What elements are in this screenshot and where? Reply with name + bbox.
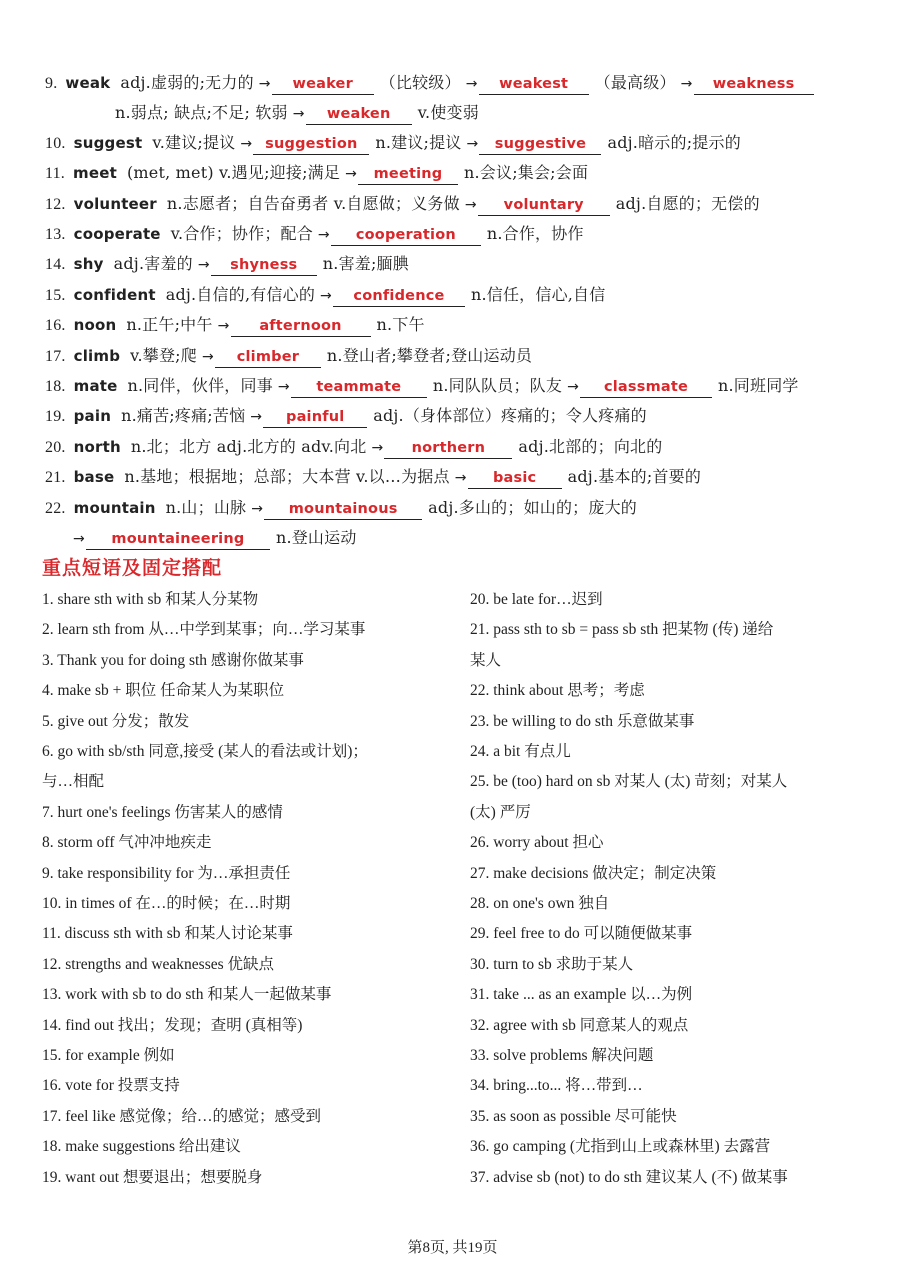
section-title: 重点短语及固定搭配 xyxy=(42,557,223,579)
vocab-headword: suggest xyxy=(73,134,143,152)
answer-blank: meeting xyxy=(358,164,458,185)
vocab-headword: volunteer xyxy=(73,195,157,213)
phrase-item: 20. be late for…迟到 xyxy=(470,591,603,608)
vocab-number: 10. xyxy=(45,135,66,152)
arrow-icon: → xyxy=(217,318,230,334)
arrow-icon: → xyxy=(466,136,479,152)
vocab-number: 14. xyxy=(45,256,66,273)
phrase-item: 28. on one's own 独自 xyxy=(470,895,610,912)
arrow-icon: → xyxy=(345,166,357,182)
vocab-number: 20. xyxy=(45,439,66,456)
phrase-item: 32. agree with sb 同意某人的观点 xyxy=(470,1016,689,1034)
phrase-item: 24. a bit 有点儿 xyxy=(470,743,571,760)
vocab-headword: weak xyxy=(65,74,111,92)
phrase-item: 35. as soon as possible 尽可能快 xyxy=(470,1107,677,1125)
vocab-item-v17 xyxy=(0,341,905,371)
definition-text: n.正午;中午 xyxy=(126,315,213,334)
answer-blank: weaken xyxy=(306,104,412,125)
phrase-item: 22. think about 思考；考虑 xyxy=(470,682,645,700)
definition-text: n.山；山脉 xyxy=(165,498,247,517)
vocab-headword: north xyxy=(73,438,121,456)
definition-text: (met, met) v.遇见;迎接;满足 xyxy=(126,163,341,182)
phrase-item: 34. bring...to... 将…带到… xyxy=(470,1077,643,1095)
phrase-item: 29. feel free to do 可以随便做某事 xyxy=(470,925,693,943)
vocab-headword: climb xyxy=(73,347,121,365)
vocab-item-v12 xyxy=(0,189,905,219)
phrase-item: 30. turn to sb 求助于某人 xyxy=(470,955,634,973)
arrow-icon: → xyxy=(465,76,478,92)
answer-blank: weakness xyxy=(694,74,814,95)
phrase-item: 12. strengths and weaknesses 优缺点 xyxy=(42,955,275,973)
phrase-item: (太) 严厉 xyxy=(470,803,531,821)
arrow-icon: → xyxy=(201,349,214,365)
definition-text: v.合作；协作；配合 xyxy=(170,224,313,243)
phrase-item: 19. want out 想要退出；想要脱身 xyxy=(42,1168,263,1186)
vocab-item-v13 xyxy=(0,219,905,249)
phrase-item: 26. worry about 担心 xyxy=(470,834,604,852)
phrase-item: 7. hurt one's feelings 伤害某人的感情 xyxy=(42,803,283,821)
definition-text: adj.暗示的;提示的 xyxy=(607,133,741,152)
definition-text: n.下午 xyxy=(376,315,425,334)
arrow-icon: → xyxy=(371,440,384,456)
phrase-item: 4. make sb + 职位 任命某人为某职位 xyxy=(42,682,285,700)
vocab-number: 15. xyxy=(45,287,66,304)
phrase-item: 27. make decisions 做决定；制定决策 xyxy=(470,864,717,882)
arrow-icon: → xyxy=(277,379,290,395)
definition-text: v.建议;提议 xyxy=(152,133,236,152)
phrase-item: 5. give out 分发；散发 xyxy=(42,712,190,730)
answer-blank: basic xyxy=(468,468,562,489)
definition-text: n.同伴，伙伴，同事 xyxy=(127,376,273,395)
phrase-item: 13. work with sb to do sth 和某人一起做某事 xyxy=(42,986,332,1004)
arrow-icon: → xyxy=(454,470,467,486)
definition-text: adj.害羞的 xyxy=(113,254,193,273)
vocab-item-v22b xyxy=(0,523,905,553)
vocab-item-v14 xyxy=(0,249,905,279)
answer-blank: teammate xyxy=(291,377,427,398)
phrase-item: 25. be (too) hard on sb 对某人 (太) 苛刻；对某人 xyxy=(470,773,788,791)
phrase-item: 21. pass sth to sb = pass sb sth 把某物 (传) 递给 xyxy=(470,621,774,639)
answer-blank: voluntary xyxy=(478,195,610,216)
arrow-icon: → xyxy=(317,227,330,243)
answer-blank: confidence xyxy=(333,286,465,307)
definition-text: adj.（身体部位）疼痛的；令人疼痛的 xyxy=(373,406,647,425)
answer-blank: shyness xyxy=(211,255,317,276)
phrase-item: 23. be willing to do sth 乐意做某事 xyxy=(470,712,695,730)
arrow-icon: → xyxy=(680,76,693,92)
phrase-item: 8. storm off 气冲冲地疾走 xyxy=(42,834,212,852)
vocab-number: 11. xyxy=(45,165,66,182)
answer-blank: northern xyxy=(384,438,512,459)
vocab-number: 18. xyxy=(45,378,66,395)
vocab-headword: noon xyxy=(73,316,117,334)
page-footer: 第8页, 共19页 xyxy=(407,1240,498,1256)
definition-text: n.同班同学 xyxy=(718,376,799,395)
vocab-headword: base xyxy=(73,468,115,486)
phrase-item: 36. go camping (尤指到山上或森林里) 去露营 xyxy=(470,1138,771,1156)
arrow-icon: → xyxy=(197,257,210,273)
definition-text: n.志愿者；自告奋勇者 v.自愿做；义务做 xyxy=(166,194,460,213)
phrase-item: 17. feel like 感觉像；给…的感觉；感受到 xyxy=(42,1107,321,1125)
vocab-item-v20 xyxy=(0,432,905,462)
arrow-icon: → xyxy=(320,288,332,304)
vocab-item-v9 xyxy=(0,68,905,98)
vocab-number: 16. xyxy=(45,317,66,334)
definition-text: n.基地；根据地；总部；大本营 v.以…为据点 xyxy=(124,467,450,486)
phrase-item: 16. vote for 投票支持 xyxy=(42,1077,180,1095)
arrow-icon: → xyxy=(250,409,263,425)
definition-text: n.登山运动 xyxy=(275,528,357,547)
arrow-icon: → xyxy=(240,136,253,152)
definition-text: n.会议;集会;会面 xyxy=(464,163,589,182)
arrow-icon: → xyxy=(464,197,477,213)
vocab-headword: cooperate xyxy=(73,225,161,243)
vocab-item-v16 xyxy=(0,310,905,340)
answer-blank: mountainous xyxy=(264,499,422,520)
arrow-icon: → xyxy=(73,531,85,547)
definition-text: （最高级） xyxy=(594,73,676,92)
phrase-item: 18. make suggestions 给出建议 xyxy=(42,1138,241,1156)
definition-text: n.合作，协作 xyxy=(486,224,584,243)
phrase-item: 某人 xyxy=(470,651,502,669)
definition-text: adj.自信的,有信心的 xyxy=(165,285,316,304)
vocab-number: 12. xyxy=(45,196,66,213)
answer-blank: cooperation xyxy=(331,225,481,246)
definition-text: n.登山者;攀登者;登山运动员 xyxy=(326,346,533,365)
vocab-number: 21. xyxy=(45,469,66,486)
definition-text: adj.多山的；如山的；庞大的 xyxy=(428,498,637,517)
phrase-item: 3. Thank you for doing sth 感谢你做某事 xyxy=(42,651,304,669)
phrase-item: 31. take ... as an example 以…为例 xyxy=(470,986,693,1004)
definition-text: adj.基本的;首要的 xyxy=(567,467,702,486)
answer-blank: painful xyxy=(263,407,367,428)
definition-text: （比较级） xyxy=(379,73,461,92)
phrase-item: 11. discuss sth with sb 和某人讨论某事 xyxy=(42,925,293,943)
phrase-item: 33. solve problems 解决问题 xyxy=(470,1047,654,1064)
answer-blank: mountaineering xyxy=(86,529,270,550)
definition-text: n.痛苦;疼痛;苦恼 xyxy=(121,406,246,425)
arrow-icon: → xyxy=(258,76,271,92)
arrow-icon: → xyxy=(292,106,305,122)
vocab-number: 19. xyxy=(45,408,66,425)
answer-blank: weakest xyxy=(479,74,589,95)
definition-text: n.害羞;腼腆 xyxy=(322,254,409,273)
answer-blank: suggestive xyxy=(479,134,601,155)
phrase-item: 与…相配 xyxy=(42,773,105,791)
arrow-icon: → xyxy=(251,501,264,517)
vocab-item-v11 xyxy=(0,158,905,188)
vocab-headword: confident xyxy=(73,286,156,304)
definition-text: adj.虚弱的;无力的 xyxy=(120,73,254,92)
vocab-number: 13. xyxy=(45,226,66,243)
vocab-number: 22. xyxy=(45,500,66,517)
definition-text: n.同队队员；队友 xyxy=(432,376,563,395)
definition-text: n.北；北方 adj.北方的 adv.向北 xyxy=(130,437,367,456)
phrase-item: 6. go with sb/sth 同意,接受 (某人的看法或计划)； xyxy=(42,743,368,760)
vocab-headword: meet xyxy=(73,164,117,182)
vocab-item-v10 xyxy=(0,128,905,158)
answer-blank: suggestion xyxy=(253,134,369,155)
phrase-item: 15. for example 例如 xyxy=(42,1047,175,1064)
definition-text: v.使变弱 xyxy=(417,103,479,122)
phrase-item: 9. take responsibility for 为…承担责任 xyxy=(42,864,291,882)
vocab-headword: mountain xyxy=(73,499,156,517)
answer-blank: climber xyxy=(215,347,321,368)
phrase-item: 14. find out 找出；发现；查明 (真相等) xyxy=(42,1016,303,1034)
vocab-item-v9b xyxy=(0,98,905,128)
definition-text: v.攀登;爬 xyxy=(130,346,197,365)
phrase-item: 10. in times of 在…的时候；在…时期 xyxy=(42,895,291,912)
vocab-item-v15 xyxy=(0,280,905,310)
vocab-number: 9. xyxy=(45,75,58,92)
vocab-headword: pain xyxy=(73,407,112,425)
vocab-item-v22 xyxy=(0,493,905,523)
vocab-number: 17. xyxy=(45,348,66,365)
definition-text: adj.自愿的；无偿的 xyxy=(615,194,760,213)
answer-blank: classmate xyxy=(580,377,712,398)
phrase-item: 1. share sth with sb 和某人分某物 xyxy=(42,591,259,608)
definition-text: n.弱点; 缺点;不足; 软弱 xyxy=(115,103,288,122)
vocab-headword: mate xyxy=(73,377,118,395)
arrow-icon: → xyxy=(567,379,579,395)
vocab-item-v18 xyxy=(0,371,905,401)
definition-text: adj.北部的；向北的 xyxy=(518,437,663,456)
vocab-item-v19 xyxy=(0,401,905,431)
answer-blank: weaker xyxy=(272,74,374,95)
phrase-item: 37. advise sb (not) to do sth 建议某人 (不) 做某事 xyxy=(470,1168,788,1186)
vocab-headword: shy xyxy=(73,255,104,273)
answer-blank: afternoon xyxy=(231,316,371,337)
definition-text: n.建议;提议 xyxy=(375,133,462,152)
phrase-item: 2. learn sth from 从…中学到某事；向…学习某事 xyxy=(42,621,366,639)
vocab-item-v21 xyxy=(0,462,905,492)
definition-text: n.信任，信心,自信 xyxy=(470,285,606,304)
